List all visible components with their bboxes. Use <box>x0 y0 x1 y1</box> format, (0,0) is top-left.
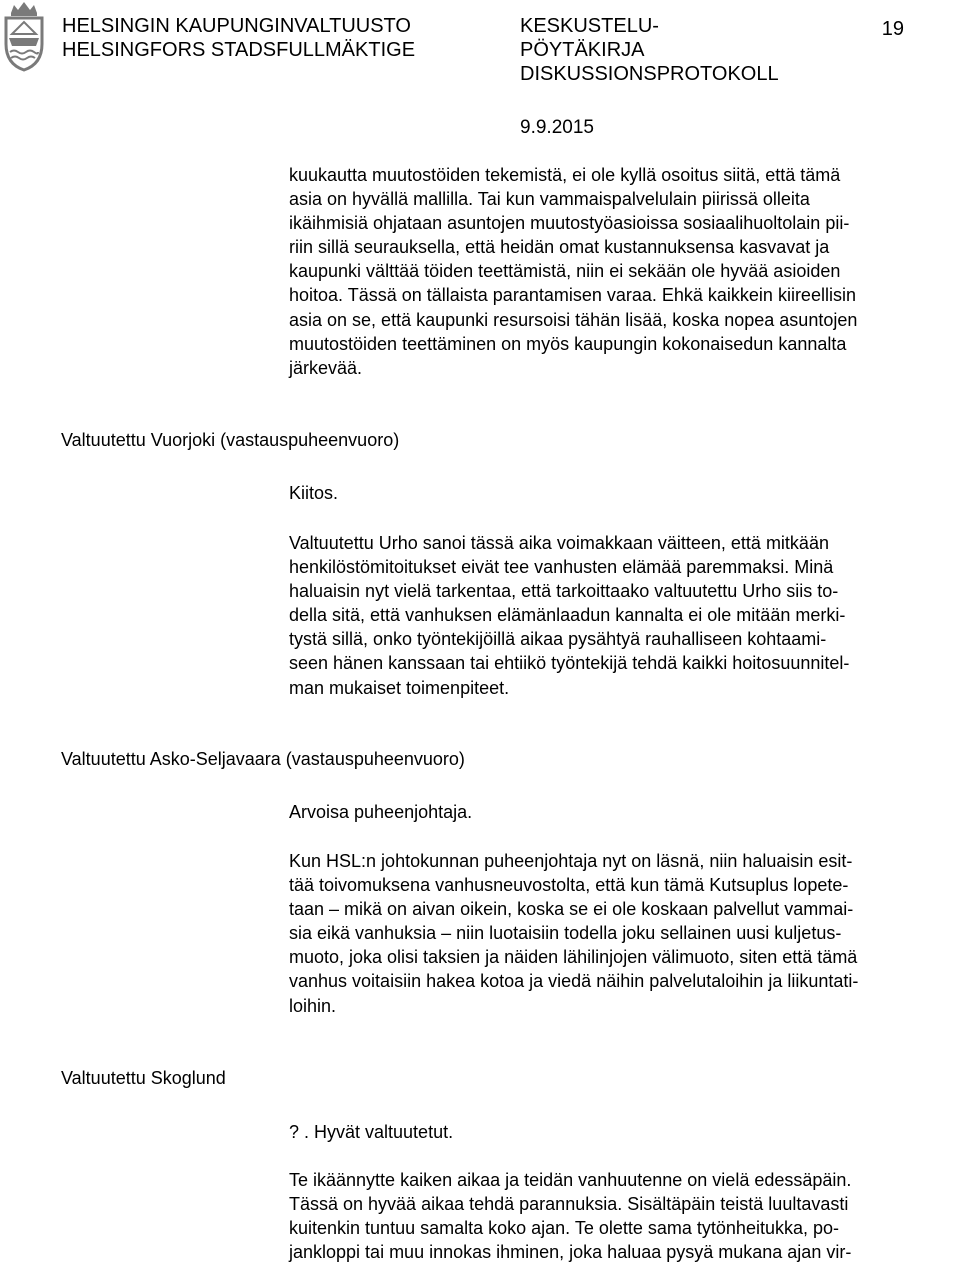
document-type-line-3: DISKUSSIONSPROTOKOLL <box>520 63 779 85</box>
text-line: tää toivomuksena vanhusneuvostolta, että kun tämä Kutsuplus lopete- <box>289 875 849 896</box>
text-line: asia on hyvällä mallilla. Tai kun vammaispalvelulain piirissä olleita <box>289 189 810 210</box>
intro-paragraph <box>289 163 960 380</box>
document-type-line-2: PÖYTÄKIRJA <box>520 39 645 61</box>
speech-paragraph <box>289 849 960 1018</box>
document-type <box>520 14 779 86</box>
organisation-name-sv: HELSINGFORS STADSFULLMÄKTIGE <box>62 39 416 61</box>
page-number: 19 <box>881 18 904 40</box>
text-line: ikäihmisiä ohjataan asuntojen muutostyöasioissa sosiaalihuoltolain pii- <box>289 213 850 234</box>
text-line: järkevää. <box>289 357 363 378</box>
text-line: hoitoa. Tässä on tällaista parantamisen varaa. Ehkä kaikkein kiireellisin <box>289 285 856 306</box>
text-line: henkilöstömitoitukset eivät tee vanhusten elämää paremmaksi. Minä <box>289 557 834 578</box>
organisation-name-fi: HELSINGIN KAUPUNGINVALTUUSTO <box>62 15 411 37</box>
text-line: della sitä, että vanhuksen elämänlaadun kannalta ei ole mitään merki- <box>289 605 846 626</box>
text-line: kuukautta muutostöiden tekemistä, ei ole kyllä osoitus siitä, että tämä <box>289 165 841 185</box>
meeting-date: 9.9.2015 <box>520 117 594 138</box>
organisation-name <box>62 14 415 62</box>
text-line: Te ikäännytte kaiken aikaa ja teidän vanhuutenne on vielä edessäpäin. <box>289 1170 852 1190</box>
speaker-name: Valtuutettu Skoglund <box>61 1068 226 1088</box>
text-line: sia eikä vanhuksia – niin luotaisiin todella joku sellainen uusi kuljetus- <box>289 923 842 944</box>
text-line: jankloppi tai muu innokas ihminen, joka haluaa pysyä mukana ajan vir- <box>289 1242 852 1263</box>
text-line: kuitenkin tuntuu samalta koko ajan. Te olette sama tytönheitukka, po- <box>289 1218 839 1239</box>
text-line: kaupunki välttää töiden teettämistä, niin ei sekään ole hyvää asioiden <box>289 261 841 282</box>
text-line: haluaisin nyt vielä tarkentaa, että tarkoittaako valtuutettu Urho siis to- <box>289 581 839 602</box>
speech-greeting: ? . Hyvät valtuutetut. <box>289 1122 454 1142</box>
text-line: Kun HSL:n johtokunnan puheenjohtaja nyt on läsnä, niin haluaisin esit- <box>289 851 853 871</box>
text-line: man mukaiset toimenpiteet. <box>289 677 510 698</box>
text-line: loihin. <box>289 995 337 1016</box>
text-line: tystä sillä, onko työntekijöillä aikaa pysähtyä rauhalliseen kohtaami- <box>289 629 827 650</box>
speech-paragraph <box>289 1168 960 1264</box>
document-type-line-1: KESKUSTELU- <box>520 15 659 37</box>
text-line: asia on se, että kaupunki resursoisi tähän lisää, koska nopea asuntojen <box>289 309 858 330</box>
text-line: vanhus voitaisiin hakea kotoa ja viedä näihin palvelutaloihin ja liikuntati- <box>289 971 859 992</box>
speaker-name: Valtuutettu Asko-Seljavaara (vastauspuheenvuoro) <box>61 749 465 769</box>
text-line: taan – mikä on aivan oikein, koska se ei ole koskaan palvellut vammai- <box>289 899 854 920</box>
text-line: muoto, joka olisi taksien ja näiden lähilinjojen välimuoto, siten että tämä <box>289 947 858 968</box>
speech-greeting: Kiitos. <box>289 483 339 503</box>
text-line: Valtuutettu Urho sanoi tässä aika voimakkaan väitteen, että mitkään <box>289 533 829 553</box>
text-line: seen hänen kanssaan tai ehtiikö työntekijä tehdä kaikki hoitosuunnitel- <box>289 653 850 674</box>
text-line: riin sillä seurauksella, että heidän omat kustannuksensa kasvavat ja <box>289 237 830 258</box>
speech-paragraph <box>289 531 960 700</box>
helsinki-crest-icon <box>2 0 46 72</box>
text-line: Tässä on hyvää aikaa tehdä parannuksia. Sisältäpäin teistä luultavasti <box>289 1194 849 1215</box>
text-line: muutostöiden teettäminen on myös kaupungin kokonaisedun kannalta <box>289 333 847 354</box>
speech-greeting: Arvoisa puheenjohtaja. <box>289 802 473 822</box>
speaker-name: Valtuutettu Vuorjoki (vastauspuheenvuoro) <box>61 430 400 450</box>
